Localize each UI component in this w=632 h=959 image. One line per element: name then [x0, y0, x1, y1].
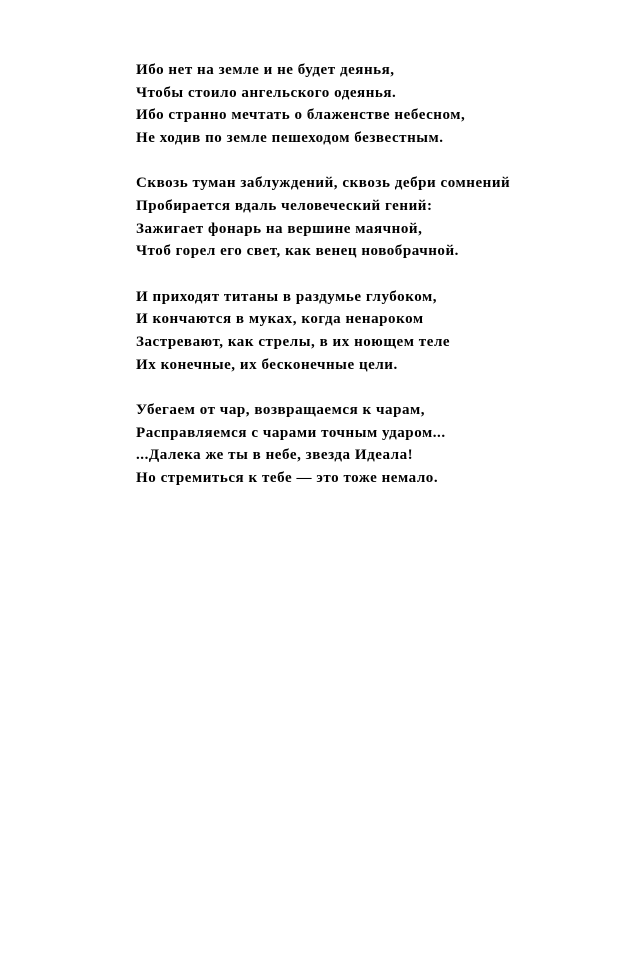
poem-line: Ибо странно мечтать о блаженстве небесном, [136, 107, 466, 124]
poem-line: Не ходив по земле пешеходом безвестным. [136, 129, 444, 146]
stanza-4 [136, 399, 616, 489]
poem-line: Зажигает фонарь на вершине маячной, [136, 220, 423, 237]
poem-line: Чтоб горел его свет, как венец новобрачной. [136, 243, 459, 260]
poem-line: ...Далека же ты в небе, звезда Идеала! [136, 447, 414, 464]
poem-line: Ибо нет на земле и не будет деянья, [136, 62, 395, 78]
poem-line: Убегаем от чар, возвращаемся к чарам, [136, 402, 426, 419]
poem-line: Чтобы стоило ангельского одеянья. [136, 84, 397, 101]
poem-line: И кончаются в муках, когда ненароком [136, 311, 424, 328]
poem-line: Расправляемся с чарами точным ударом... [136, 424, 446, 441]
poem-line: Их конечные, их бесконечные цели. [136, 356, 398, 373]
poem-line: Застревают, как стрелы, в их ноющем теле [136, 333, 451, 350]
poem-line: Пробирается вдаль человеческий гений: [136, 197, 433, 214]
stanza-2 [136, 172, 616, 262]
stanza-3 [136, 286, 616, 376]
stanza-1 [136, 59, 616, 149]
poem-line: Но стремиться к тебе — это тоже немало. [136, 469, 439, 486]
poem-text [136, 59, 616, 513]
poem-line: Сквозь туман заблуждений, сквозь дебри сомнений [136, 175, 511, 192]
poem-line: И приходят титаны в раздумье глубоком, [136, 288, 438, 305]
